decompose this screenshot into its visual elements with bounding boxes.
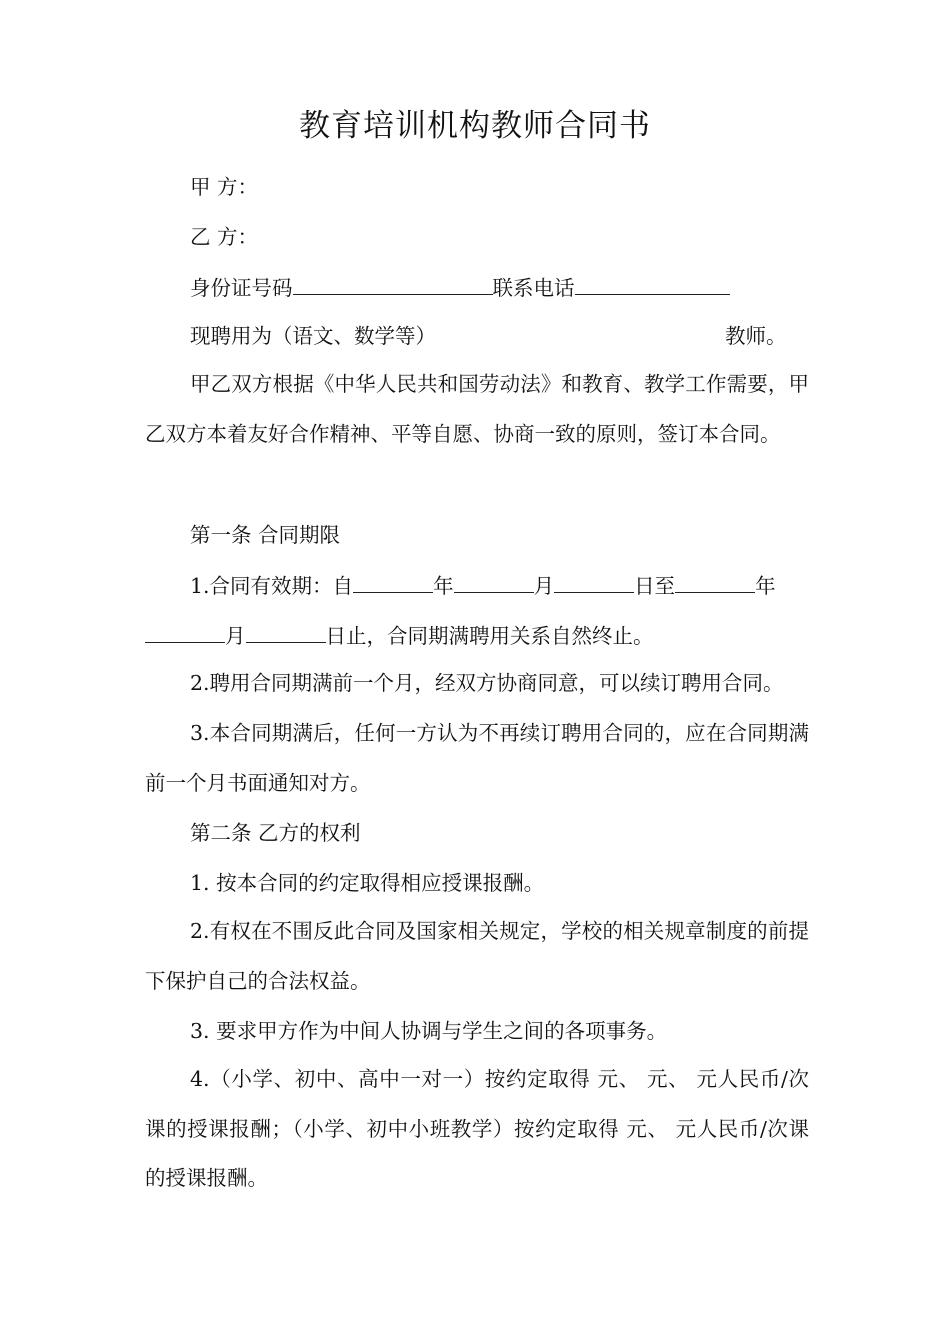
month-label-2: 月	[225, 624, 246, 648]
phone-label: 联系电话	[492, 276, 575, 300]
end-day-blank[interactable]	[246, 620, 326, 643]
party-a-line: 甲 方：	[190, 175, 259, 199]
month-label: 月	[533, 574, 555, 598]
id-label: 身份证号码	[190, 276, 293, 300]
day-to-label: 日至	[634, 574, 676, 598]
start-day-blank[interactable]	[554, 570, 634, 593]
year-label: 年	[433, 574, 454, 598]
article-1-item-2: 2.聘用合同期满前一个月，经双方协商同意，可以续订聘用合同。	[190, 671, 784, 695]
phone-blank[interactable]	[575, 272, 730, 295]
start-year-blank[interactable]	[353, 570, 433, 593]
term-prefix: 1.合同有效期：自	[190, 574, 354, 598]
end-month-blank[interactable]	[145, 620, 225, 643]
article-1-item-3: 3.本合同期满后，任何一方认为不再续订聘用合同的，应在合同期满前一个月书面通知对方。	[145, 721, 809, 795]
end-year-blank[interactable]	[675, 570, 755, 593]
id-number-blank[interactable]	[293, 272, 493, 295]
article-2-item-3: 3. 要求甲方作为中间人协调与学生之间的各项事务。	[190, 1019, 668, 1043]
intro-paragraph: 甲乙双方根据《中华人民共和国劳动法》和教育、教学工作需要，甲乙双方本着友好合作精神、平等自愿、协商一致的原则，签订本合同。	[145, 372, 809, 446]
article-1-heading: 第一条 合同期限	[190, 523, 341, 547]
document-title: 教育培训机构教师合同书	[299, 108, 651, 144]
year-label-2: 年	[755, 574, 776, 598]
article-2-item-1: 1. 按本合同的约定取得相应授课报酬。	[190, 871, 545, 895]
hire-prefix: 现聘用为（语文、数学等）	[190, 324, 436, 348]
party-b-line: 乙 方：	[190, 225, 259, 249]
day-end-label: 日止，合同期满聘用关系自然终止。	[325, 624, 654, 648]
hire-suffix: 教师。	[725, 324, 787, 348]
article-2-item-4: 4.（小学、初中、高中一对一）按约定取得 元、 元、 元人民币/次课的授课报酬；（小学、初中小班教学）按约定取得 元、 元人民币/次课的授课报酬。	[145, 1067, 809, 1190]
hire-line	[190, 321, 436, 351]
article-2-heading: 第二条 乙方的权利	[190, 821, 361, 845]
term-line-2	[145, 620, 654, 651]
id-phone-line	[190, 272, 730, 303]
term-line-1	[190, 570, 776, 601]
start-month-blank[interactable]	[454, 570, 534, 593]
article-2-item-2: 2.有权在不围反此合同及国家相关规定，学校的相关规章制度的前提下保护自己的合法权益。	[145, 919, 809, 993]
